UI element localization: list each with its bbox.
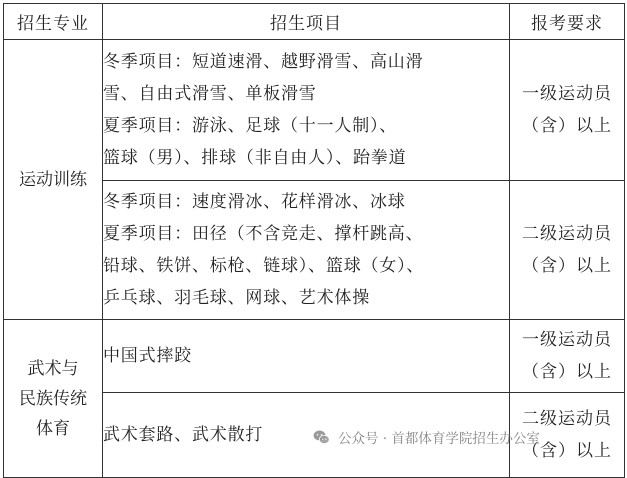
major-line: 体育	[36, 418, 70, 439]
watermark-text: 公众号 · 首都体育学院招生办公室	[338, 431, 540, 447]
watermark	[312, 425, 540, 449]
requirement-cell	[510, 320, 625, 393]
requirement-cell	[510, 181, 625, 320]
item-line: 冬季项目：速度滑冰、花样滑冰、冰球	[103, 192, 406, 212]
wechat-icon	[312, 428, 331, 447]
requirement-line: 一级运动员	[522, 330, 612, 350]
requirement-cell	[510, 40, 625, 181]
major-cell-martial-arts	[4, 320, 103, 478]
item-line: 夏季项目：田径（不含竞走、撑杆跳高、	[103, 224, 424, 244]
item-line: 篮球（男）、排球（非自由人）、跆拳道	[103, 148, 407, 168]
requirement-line: （含）以上	[522, 441, 612, 461]
requirement-line: 二级运动员	[522, 224, 612, 244]
requirement-line: 二级运动员	[522, 409, 612, 429]
item-line: 夏季项目：游泳、足球（十一人制）、	[103, 116, 398, 136]
item-line: 乒乓球、羽毛球、网球、艺术体操	[103, 288, 370, 308]
items-cell	[103, 40, 510, 181]
items-cell	[103, 320, 510, 393]
major-cell-sports-training	[4, 40, 103, 320]
major-line: 武术与	[27, 358, 79, 379]
table-row	[4, 40, 625, 181]
header-row	[4, 4, 625, 40]
requirement-line: （含）以上	[522, 362, 612, 382]
admission-table	[3, 3, 625, 478]
item-line: 冬季项目：短道速滑、越野滑雪、高山滑	[103, 52, 424, 72]
requirement-line: （含）以上	[522, 116, 612, 136]
table-row	[4, 320, 625, 393]
header-major: 招生专业	[4, 4, 103, 40]
requirement-line: （含）以上	[522, 256, 612, 276]
item-line: 中国式摔跤	[103, 346, 192, 366]
item-line: 雪、自由式滑雪、单板滑雪	[103, 84, 317, 104]
item-line: 武术套路、武术散打	[103, 425, 264, 445]
item-line: 铅球、铁饼、标枪、链球）、篮球（女）、	[103, 256, 425, 276]
major-line: 民族传统	[19, 388, 87, 409]
items-cell	[103, 181, 510, 320]
major-line: 运动训练	[19, 169, 87, 190]
header-requirement: 报考要求	[510, 4, 625, 40]
header-items: 招生项目	[103, 4, 510, 40]
requirement-line: 一级运动员	[522, 84, 612, 104]
